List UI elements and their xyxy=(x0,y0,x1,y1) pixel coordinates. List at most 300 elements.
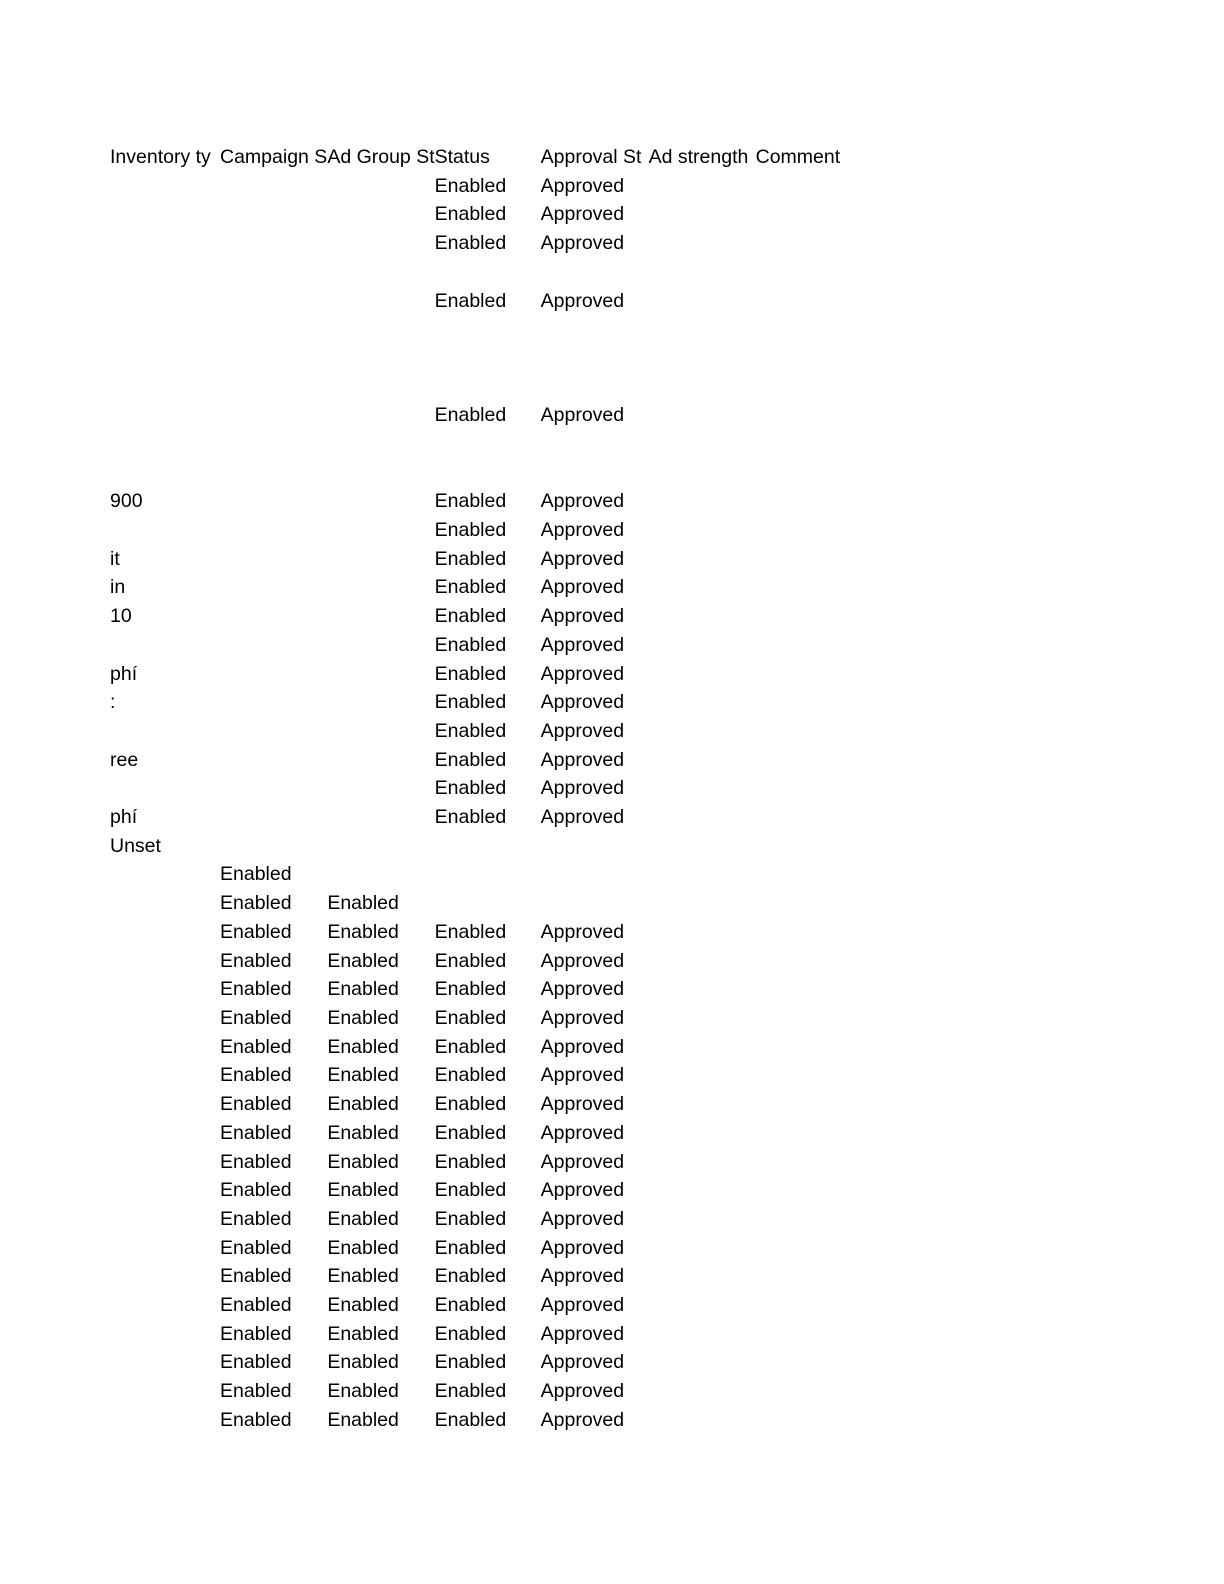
table-cell xyxy=(110,516,220,545)
table-row xyxy=(110,1262,876,1291)
table-row xyxy=(110,1406,876,1435)
table-cell: Enabled xyxy=(220,978,292,1001)
table-cell xyxy=(435,344,541,373)
table-cell: Enabled xyxy=(327,1064,399,1087)
table-cell xyxy=(756,1348,876,1377)
table-cell xyxy=(756,631,876,660)
table-cell: Enabled xyxy=(434,547,507,570)
table-cell: Approved xyxy=(540,1351,625,1374)
table-cell: Enabled xyxy=(327,949,399,972)
table-cell xyxy=(756,229,876,258)
table-cell: Enabled xyxy=(434,1322,507,1345)
table-cell xyxy=(756,1205,876,1234)
table-cell: Approved xyxy=(540,719,625,742)
table-row xyxy=(110,487,876,516)
table-cell: Enabled xyxy=(434,691,507,714)
column-header-status: Status xyxy=(434,146,490,168)
table-cell xyxy=(756,200,876,229)
column-header-approval-status: Approval St xyxy=(540,146,642,168)
table-cell xyxy=(435,889,541,918)
table-cell xyxy=(327,860,434,889)
table-cell xyxy=(220,229,327,258)
table-cell xyxy=(220,631,327,660)
table-cell xyxy=(756,860,876,889)
table-cell xyxy=(649,315,756,344)
table-row xyxy=(110,947,876,976)
table-cell xyxy=(327,717,434,746)
table-cell: : xyxy=(110,691,116,714)
table-cell xyxy=(649,1090,756,1119)
table-cell xyxy=(327,430,434,459)
table-row xyxy=(110,344,876,373)
table-cell xyxy=(110,1377,220,1406)
table-cell xyxy=(110,1090,220,1119)
table-cell: Enabled xyxy=(327,892,399,915)
table-cell xyxy=(327,229,434,258)
table-cell xyxy=(220,688,327,717)
table-cell: Enabled xyxy=(434,1093,507,1116)
table-cell: Enabled xyxy=(434,633,507,656)
table-cell xyxy=(110,1148,220,1177)
table-cell xyxy=(649,1176,756,1205)
table-row xyxy=(110,1119,876,1148)
table-cell xyxy=(220,717,327,746)
table-cell: Approved xyxy=(540,748,625,771)
table-cell xyxy=(756,1176,876,1205)
table-cell xyxy=(110,1291,220,1320)
table-cell xyxy=(756,1291,876,1320)
table-cell xyxy=(756,1377,876,1406)
table-cell xyxy=(327,602,434,631)
table-cell xyxy=(649,774,756,803)
table-cell xyxy=(110,1061,220,1090)
table-cell xyxy=(756,1262,876,1291)
table-cell xyxy=(756,660,876,689)
table-body xyxy=(110,143,876,1435)
table-cell xyxy=(327,373,434,402)
table-cell xyxy=(649,1291,756,1320)
table-cell xyxy=(649,832,756,861)
table-cell xyxy=(649,545,756,574)
table-cell xyxy=(110,774,220,803)
table-cell: Enabled xyxy=(327,1236,399,1259)
table-cell: Approved xyxy=(540,232,625,255)
table-cell xyxy=(756,602,876,631)
table-cell xyxy=(220,459,327,488)
table-row xyxy=(110,172,876,201)
table-cell xyxy=(756,1033,876,1062)
table-cell: Enabled xyxy=(327,1294,399,1317)
table-cell xyxy=(220,287,327,316)
table-cell: Enabled xyxy=(434,232,507,255)
table-cell xyxy=(327,660,434,689)
table-cell xyxy=(756,1061,876,1090)
table-cell: Approved xyxy=(540,1150,625,1173)
table-cell: Enabled xyxy=(434,1351,507,1374)
table-row xyxy=(110,1148,876,1177)
table-cell xyxy=(649,1348,756,1377)
table-row xyxy=(110,1004,876,1033)
table-row xyxy=(110,774,876,803)
table-cell: Enabled xyxy=(327,1380,399,1403)
table-cell: phí xyxy=(110,662,138,685)
table-cell xyxy=(756,1234,876,1263)
table-cell: Enabled xyxy=(434,1179,507,1202)
table-cell: Enabled xyxy=(327,1351,399,1374)
table-cell: Enabled xyxy=(220,1294,292,1317)
table-cell xyxy=(110,430,220,459)
table-cell: phí xyxy=(110,806,138,829)
table-cell: Enabled xyxy=(434,519,507,542)
table-row xyxy=(110,660,876,689)
table-cell xyxy=(110,1320,220,1349)
table-cell xyxy=(649,430,756,459)
table-cell: Approved xyxy=(540,605,625,628)
table-cell xyxy=(756,287,876,316)
table-cell xyxy=(649,947,756,976)
table-cell xyxy=(110,401,220,430)
table-row xyxy=(110,573,876,602)
table-cell xyxy=(435,860,541,889)
table-cell xyxy=(756,832,876,861)
table-cell: Enabled xyxy=(220,1064,292,1087)
table-cell xyxy=(649,1234,756,1263)
table-cell xyxy=(220,172,327,201)
table-cell xyxy=(110,200,220,229)
column-header-inventory-type: Inventory ty xyxy=(110,146,211,168)
table-cell xyxy=(110,1205,220,1234)
table-cell xyxy=(649,889,756,918)
table-cell: Enabled xyxy=(434,289,507,312)
table-row xyxy=(110,803,876,832)
table-cell xyxy=(327,344,434,373)
table-cell xyxy=(756,803,876,832)
table-cell: Enabled xyxy=(327,1093,399,1116)
table-cell xyxy=(327,688,434,717)
table-cell xyxy=(110,1004,220,1033)
table-cell: Enabled xyxy=(434,1380,507,1403)
table-cell xyxy=(220,573,327,602)
table-cell xyxy=(756,373,876,402)
table-cell: Enabled xyxy=(327,1408,399,1431)
table-cell xyxy=(649,1205,756,1234)
table-cell xyxy=(649,200,756,229)
table-cell xyxy=(220,803,327,832)
table-cell xyxy=(110,344,220,373)
table-cell xyxy=(110,918,220,947)
table-cell xyxy=(110,1033,220,1062)
table-cell xyxy=(649,717,756,746)
table-cell xyxy=(110,1234,220,1263)
table-cell xyxy=(649,975,756,1004)
table-cell: Enabled xyxy=(220,920,292,943)
table-cell xyxy=(649,803,756,832)
table-cell xyxy=(541,315,649,344)
table-cell xyxy=(756,688,876,717)
table-cell xyxy=(110,258,220,287)
table-cell xyxy=(435,373,541,402)
table-cell: Enabled xyxy=(434,1150,507,1173)
table-cell xyxy=(649,631,756,660)
table-cell xyxy=(649,258,756,287)
table-cell xyxy=(327,573,434,602)
table-row xyxy=(110,717,876,746)
table-cell: Enabled xyxy=(434,806,507,829)
table-cell xyxy=(110,975,220,1004)
table-cell xyxy=(220,430,327,459)
table-cell xyxy=(435,430,541,459)
table-cell: Approved xyxy=(540,1408,625,1431)
table-cell xyxy=(327,803,434,832)
table-cell xyxy=(756,516,876,545)
table-cell xyxy=(220,487,327,516)
table-cell: Enabled xyxy=(220,1121,292,1144)
table-cell xyxy=(649,516,756,545)
table-cell xyxy=(649,602,756,631)
table-cell: Enabled xyxy=(434,576,507,599)
table-cell: Enabled xyxy=(434,1236,507,1259)
table-cell: Enabled xyxy=(434,920,507,943)
table-cell xyxy=(541,459,649,488)
table-cell: Approved xyxy=(540,1322,625,1345)
table-cell: Enabled xyxy=(220,1207,292,1230)
table-cell xyxy=(541,889,649,918)
table-cell xyxy=(756,774,876,803)
table-cell: Enabled xyxy=(434,1265,507,1288)
table-cell xyxy=(110,1176,220,1205)
column-header-comment: Comment xyxy=(755,146,841,168)
table-cell xyxy=(756,918,876,947)
table-cell: Enabled xyxy=(220,949,292,972)
table-row xyxy=(110,229,876,258)
table-cell xyxy=(756,430,876,459)
table-cell: Enabled xyxy=(220,1179,292,1202)
table-cell xyxy=(110,860,220,889)
table-cell xyxy=(220,545,327,574)
table-cell: Approved xyxy=(540,978,625,1001)
table-row xyxy=(110,1320,876,1349)
table-cell xyxy=(327,401,434,430)
table-row xyxy=(110,1234,876,1263)
table-cell xyxy=(327,631,434,660)
table-cell xyxy=(220,774,327,803)
table-cell xyxy=(756,1119,876,1148)
table-cell xyxy=(327,774,434,803)
table-row xyxy=(110,688,876,717)
table-cell: Enabled xyxy=(434,662,507,685)
table-cell xyxy=(435,832,541,861)
table-cell xyxy=(649,487,756,516)
table-header-row xyxy=(110,143,876,172)
table-cell xyxy=(649,1320,756,1349)
table-cell xyxy=(756,746,876,775)
table-cell xyxy=(649,172,756,201)
data-table xyxy=(110,143,876,1435)
table-cell: Enabled xyxy=(220,1322,292,1345)
table-row xyxy=(110,602,876,631)
table-cell: Approved xyxy=(540,949,625,972)
table-cell xyxy=(756,459,876,488)
table-cell xyxy=(220,660,327,689)
table-cell: Approved xyxy=(540,1380,625,1403)
table-cell: 10 xyxy=(110,605,132,628)
table-cell: Enabled xyxy=(220,1351,292,1374)
table-cell: Enabled xyxy=(434,1294,507,1317)
table-cell xyxy=(649,401,756,430)
table-cell: Enabled xyxy=(434,748,507,771)
table-cell xyxy=(110,1348,220,1377)
table-cell xyxy=(649,229,756,258)
table-cell: Approved xyxy=(540,490,625,513)
table-cell xyxy=(327,258,434,287)
table-cell: Enabled xyxy=(434,1207,507,1230)
table-cell: Enabled xyxy=(327,1322,399,1345)
table-cell xyxy=(110,631,220,660)
table-cell xyxy=(649,373,756,402)
table-cell xyxy=(756,487,876,516)
table-cell xyxy=(649,746,756,775)
table-row xyxy=(110,1176,876,1205)
table-row xyxy=(110,287,876,316)
table-cell xyxy=(220,832,327,861)
table-cell: Approved xyxy=(540,1179,625,1202)
table-cell xyxy=(756,1320,876,1349)
table-cell xyxy=(649,1262,756,1291)
table-cell: Enabled xyxy=(220,1007,292,1029)
table-cell: it xyxy=(110,547,120,570)
table-cell xyxy=(327,746,434,775)
table-cell xyxy=(220,373,327,402)
table-cell xyxy=(110,1119,220,1148)
table-cell: Enabled xyxy=(327,1179,399,1202)
table-cell xyxy=(756,947,876,976)
table-cell: Enabled xyxy=(327,1007,399,1029)
table-cell: Enabled xyxy=(434,490,507,513)
table-cell: Enabled xyxy=(434,949,507,972)
table-cell xyxy=(110,1406,220,1435)
table-row xyxy=(110,1033,876,1062)
table-cell xyxy=(756,1406,876,1435)
table-cell xyxy=(649,459,756,488)
table-row xyxy=(110,746,876,775)
table-cell: in xyxy=(110,576,126,599)
table-cell xyxy=(756,401,876,430)
table-cell: Enabled xyxy=(327,1207,399,1230)
table-cell: Approved xyxy=(540,1265,625,1288)
table-cell xyxy=(756,1148,876,1177)
table-cell xyxy=(649,1406,756,1435)
table-cell: Enabled xyxy=(434,605,507,628)
table-cell xyxy=(649,573,756,602)
table-cell: Enabled xyxy=(220,1150,292,1173)
table-cell xyxy=(649,287,756,316)
table-cell: Approved xyxy=(540,920,625,943)
table-cell xyxy=(649,860,756,889)
table-cell: Enabled xyxy=(220,1093,292,1116)
table-cell xyxy=(327,315,434,344)
table-cell: Enabled xyxy=(434,1007,507,1029)
table-cell: Approved xyxy=(540,633,625,656)
table-row xyxy=(110,1090,876,1119)
column-header-campaign-status: Campaign S xyxy=(220,146,328,168)
table-row xyxy=(110,1205,876,1234)
table-cell xyxy=(110,287,220,316)
table-row xyxy=(110,631,876,660)
table-cell xyxy=(110,717,220,746)
column-header-ad-strength: Ad strength xyxy=(648,146,749,168)
table-cell xyxy=(220,746,327,775)
table-row xyxy=(110,860,876,889)
table-cell: Approved xyxy=(540,1236,625,1259)
table-cell xyxy=(110,1262,220,1291)
table-cell xyxy=(435,315,541,344)
table-cell xyxy=(327,459,434,488)
table-cell xyxy=(110,315,220,344)
table-cell: Approved xyxy=(540,1064,625,1087)
table-cell xyxy=(649,1061,756,1090)
table-cell xyxy=(220,516,327,545)
table-cell: Enabled xyxy=(327,1035,399,1058)
table-cell: Approved xyxy=(540,1207,625,1230)
table-cell xyxy=(756,573,876,602)
table-cell xyxy=(220,200,327,229)
table-cell xyxy=(756,258,876,287)
table-cell xyxy=(649,688,756,717)
table-cell: Enabled xyxy=(434,1121,507,1144)
table-cell: Enabled xyxy=(220,1265,292,1288)
table-cell: Enabled xyxy=(434,203,507,226)
table-cell: Enabled xyxy=(220,863,292,886)
table-cell xyxy=(541,430,649,459)
table-row xyxy=(110,516,876,545)
table-cell xyxy=(756,172,876,201)
table-cell xyxy=(220,258,327,287)
table-cell: Enabled xyxy=(220,1236,292,1259)
table-row xyxy=(110,1061,876,1090)
table-cell xyxy=(756,717,876,746)
table-cell xyxy=(756,889,876,918)
table-cell: Approved xyxy=(540,404,625,427)
table-cell: Enabled xyxy=(327,920,399,943)
table-cell xyxy=(110,229,220,258)
table-cell xyxy=(435,459,541,488)
table-cell: Enabled xyxy=(220,1035,292,1058)
table-cell: ree xyxy=(110,748,139,771)
table-cell xyxy=(649,1377,756,1406)
table-cell xyxy=(649,1033,756,1062)
table-cell xyxy=(541,258,649,287)
table-cell xyxy=(220,602,327,631)
table-cell: Approved xyxy=(540,806,625,829)
table-cell: Enabled xyxy=(220,892,292,915)
table-cell: Enabled xyxy=(434,1035,507,1058)
table-cell xyxy=(649,918,756,947)
table-cell xyxy=(756,315,876,344)
table-cell xyxy=(220,315,327,344)
table-cell: Enabled xyxy=(434,777,507,800)
table-cell xyxy=(541,832,649,861)
table-cell xyxy=(110,373,220,402)
table-cell: Approved xyxy=(540,691,625,714)
table-cell: Approved xyxy=(540,174,625,197)
table-cell: Approved xyxy=(540,519,625,542)
table-cell xyxy=(756,344,876,373)
table-cell xyxy=(327,516,434,545)
table-cell: Approved xyxy=(540,1035,625,1058)
table-cell xyxy=(327,287,434,316)
table-cell: Enabled xyxy=(434,174,507,197)
table-cell: Enabled xyxy=(434,978,507,1001)
